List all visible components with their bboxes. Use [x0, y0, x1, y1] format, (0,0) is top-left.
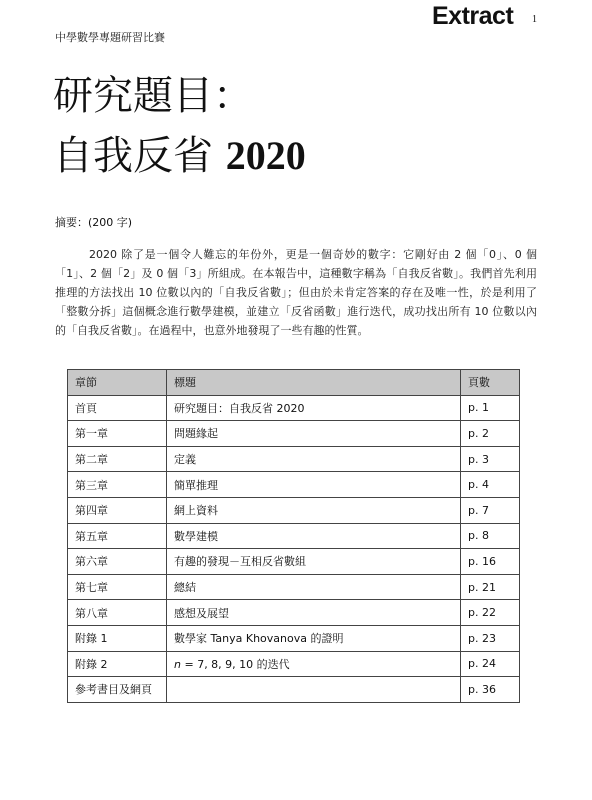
- toc-cell-chapter: 第八章: [68, 600, 167, 626]
- toc-cell-title: 網上資料: [167, 497, 461, 523]
- table-row: [68, 472, 520, 498]
- toc-cell-chapter: 附錄 2: [68, 651, 167, 677]
- toc-cell-page: p. 16: [461, 549, 520, 575]
- toc-cell-page: p. 21: [461, 574, 520, 600]
- toc-cell-page: p. 24: [461, 651, 520, 677]
- toc-cell-title: 簡單推理: [167, 472, 461, 498]
- toc-cell-title: 感想及展望: [167, 600, 461, 626]
- toc-header-title: 標題: [167, 370, 461, 396]
- table-row: [68, 497, 520, 523]
- toc-header-row: [68, 370, 520, 396]
- table-of-contents: [67, 369, 520, 703]
- toc-cell-chapter: 第四章: [68, 497, 167, 523]
- toc-cell-chapter: 第二章: [68, 446, 167, 472]
- toc-cell-page: p. 8: [461, 523, 520, 549]
- toc-cell-chapter: 附錄 1: [68, 625, 167, 651]
- toc-cell-title: 研究題目：自我反省 2020: [167, 395, 461, 421]
- toc-cell-title: n = 7, 8, 9, 10 的迭代: [167, 651, 461, 677]
- table-row: [68, 600, 520, 626]
- table-row: [68, 677, 520, 703]
- title-year: 2020: [225, 133, 306, 178]
- toc-body: [68, 395, 520, 702]
- toc-cell-page: p. 3: [461, 446, 520, 472]
- table-row: [68, 574, 520, 600]
- toc-cell-chapter: 參考書目及網頁: [68, 677, 167, 703]
- toc-header-chapter: 章節: [68, 370, 167, 396]
- table-row: [68, 395, 520, 421]
- table-row: [68, 523, 520, 549]
- toc-cell-title: 定義: [167, 446, 461, 472]
- toc-cell-page: p. 2: [461, 421, 520, 447]
- toc-header-page: 頁數: [461, 370, 520, 396]
- competition-name: 中學數學專題研習比賽: [55, 31, 165, 44]
- toc-cell-chapter: 第五章: [68, 523, 167, 549]
- table-row: [68, 625, 520, 651]
- toc-cell-title: 數學建模: [167, 523, 461, 549]
- toc-cell-page: p. 22: [461, 600, 520, 626]
- toc-cell-title: 總結: [167, 574, 461, 600]
- abstract-heading: 摘要：(200 字): [55, 216, 133, 229]
- table-row: [68, 421, 520, 447]
- abstract-body: 2020 除了是一個令人難忘的年份外，更是一個奇妙的數字：它剛好由 2 個「0」、0 個「1」、2 個「2」及 0 個「3」所組成。在本報告中，這種數字稱為「自我反省數」。我們首先利用推理的方法找出 10 位數以內的「自我反省數」；但由於未肯定答案的存在及唯一性，於是利用了「整數分拆」這個概念進行數學建模，並建立「反省函數」進行迭代，成功找出所有 10 位數以內的「自我反省數」。在過程中，也意外地發現了一些有趣的性質。: [55, 248, 537, 337]
- toc-cell-page: p. 4: [461, 472, 520, 498]
- extract-label: Extract: [432, 2, 514, 30]
- toc-cell-title: 數學家 Tanya Khovanova 的證明: [167, 625, 461, 651]
- toc-cell-title: 有趣的發現－互相反省數組: [167, 549, 461, 575]
- toc-cell-chapter: 首頁: [68, 395, 167, 421]
- title-line-2: [53, 124, 306, 181]
- title-line-1: 研究題目：: [53, 73, 253, 119]
- toc-cell-chapter: 第一章: [68, 421, 167, 447]
- toc-cell-title: 問題緣起: [167, 421, 461, 447]
- toc-cell-page: p. 7: [461, 497, 520, 523]
- table-row: [68, 446, 520, 472]
- toc-cell-page: p. 1: [461, 395, 520, 421]
- toc-cell-chapter: 第三章: [68, 472, 167, 498]
- toc-cell-page: p. 36: [461, 677, 520, 703]
- table-row: [68, 549, 520, 575]
- toc-cell-chapter: 第六章: [68, 549, 167, 575]
- page-number: 1: [532, 14, 537, 25]
- toc-cell-page: p. 23: [461, 625, 520, 651]
- table-row: [68, 651, 520, 677]
- title-text: 自我反省: [53, 133, 226, 179]
- toc-cell-chapter: 第七章: [68, 574, 167, 600]
- toc-cell-title: [167, 677, 461, 703]
